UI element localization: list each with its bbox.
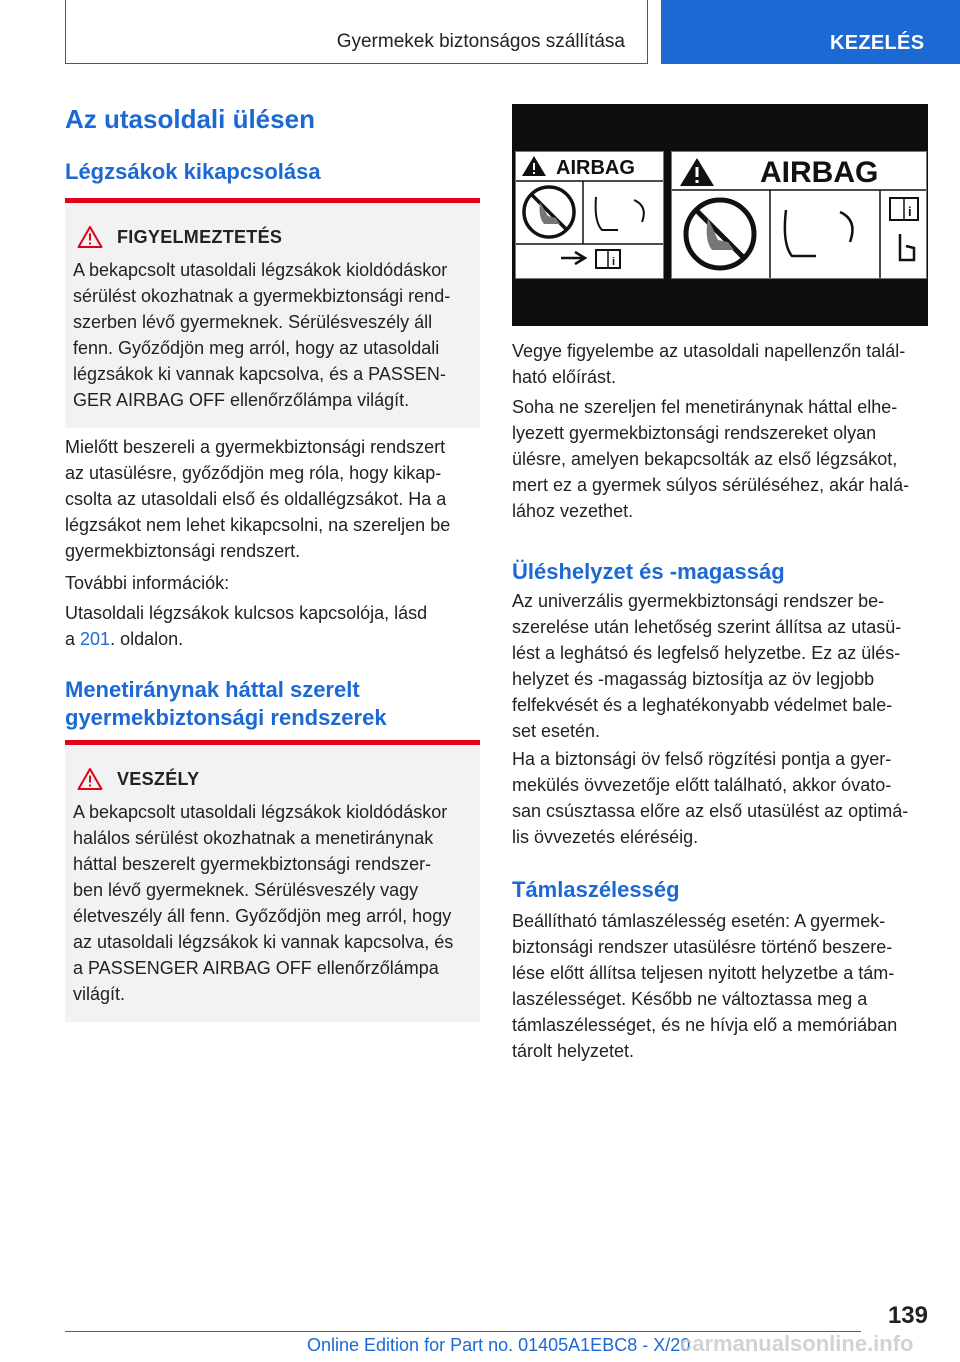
paragraph-never-install: Soha ne szereljen fel menetiránynak háttal elhe- lyezett gyermekbiztonsági rendszereket olyan ülésre, amelyen bekapcsolták az első légzsákot, mert ez a gyermek súlyos sérüléséhez, akár halá- lához vezethet. bbox=[512, 397, 910, 521]
airbag-deploy-icon bbox=[634, 200, 644, 222]
danger-box bbox=[65, 740, 480, 1022]
page-header bbox=[0, 0, 960, 66]
danger-header bbox=[77, 767, 199, 791]
section-title: Gyermekek biztonságos szállítása bbox=[336, 31, 625, 52]
warning-text: A bekapcsolt utasoldali légzsákok kioldódáskor sérülést okozhatnak a gyermekbiztonsági rend- szerben lévő gyermeknek. Sérülésveszély áll fenn. Győződjön meg arról, hogy az utasoldali légzsákok ki vannak kapcsolva, és a PASSEN- GER AIRBAG OFF ellenőrzőlámpa világít. bbox=[73, 260, 451, 410]
heading-backrest-width: Támlaszélesség bbox=[512, 877, 680, 902]
danger-text: A bekapcsolt utasoldali légzsákok kioldódáskor halálos sérülést okozhatnak a menetiránynak háttal beszerelt gyermekbiztonsági rendszer- ben lévő gyermeknek. Sérülésveszély vagy életveszély áll fenn. Győződjön meg arról, hogy az utasoldali légzsákok ki vannak kapcsolva, és a PASSENGER AIRBAG OFF ellenőrzőlámpa világít. bbox=[73, 802, 454, 1004]
page-number: 139 bbox=[887, 1302, 928, 1329]
edition-text: Online Edition for Part no. 01405A1EBC8 - X/20 bbox=[307, 1335, 691, 1355]
airbag-label-photo bbox=[512, 104, 928, 326]
image-caption: Vegye figyelembe az utasoldali napellenzőn talál- ható előírást. bbox=[512, 341, 906, 387]
page-link-201[interactable]: 201 bbox=[80, 629, 111, 649]
paragraph-backrest-width: Beállítható támlaszélesség esetén: A gyermek- biztonsági rendszer utasülésre történő beszere- lése előtt állítsa teljesen nyitott helyzetbe a tám- laszélességet. Később ne változtassa meg a támlaszélességet, és ne hívja elő a memóriában tárolt helyzetet. bbox=[512, 911, 898, 1061]
warning-label: FIGYELMEZTETÉS bbox=[117, 226, 283, 247]
airbag-text-small: AIRBAG bbox=[556, 157, 635, 179]
hand-pointer-icon bbox=[561, 252, 585, 264]
airbag-warning-label-small bbox=[515, 151, 664, 279]
chapter-tab bbox=[661, 0, 960, 64]
airbag-label-large-graphic bbox=[672, 152, 926, 278]
danger-label: VESZÉLY bbox=[117, 768, 200, 789]
svg-text:i: i bbox=[612, 256, 616, 268]
chapter-tab-label: KEZELÉS bbox=[830, 32, 925, 54]
page-title: Az utasoldali ülésen bbox=[65, 104, 315, 134]
seat-icon bbox=[785, 210, 816, 256]
warning-triangle-icon bbox=[77, 225, 103, 249]
warning-triangle-icon bbox=[77, 767, 103, 791]
seat-icon bbox=[596, 197, 618, 230]
more-info-label: További információk: bbox=[65, 573, 230, 593]
heading-seat-position: Üléshelyzet és -magasság bbox=[512, 559, 785, 584]
watermark: carmanualsonline.info bbox=[680, 1331, 914, 1356]
airbag-deploy-icon bbox=[840, 212, 852, 242]
airbag-warning-label-large bbox=[671, 151, 927, 279]
heading-rear-facing-seats: Menetiránynak háttal szerelt gyermekbiztonsági rendszerek bbox=[65, 677, 387, 730]
section-title-box bbox=[65, 0, 648, 64]
paragraph-belt-anchor: Ha a biztonsági öv felső rögzítési pontja a gyer- mekülés övvezetője előtt található, akkor óvato- san csúsztassa előre az első utasülést az optimá- lis övvezetés eléréséig. bbox=[512, 749, 909, 847]
paragraph-seat-position: Az univerzális gyermekbiztonsági rendszer be- szerelése után lehetőség szerint állítsa az utasü- lést a leghátsó és legfelső helyzetbe. Ez az ülés- helyzet és -magasság biztosítja az öv legjobb felfekvését és a leghatékonyabb védelmet bale- set esetén. bbox=[512, 591, 902, 741]
warning-header bbox=[77, 225, 282, 249]
svg-text:i: i bbox=[908, 204, 912, 219]
hand-pointer-icon bbox=[900, 234, 914, 260]
warning-box bbox=[65, 198, 480, 428]
airbag-text-large: AIRBAG bbox=[760, 156, 879, 189]
airbag-label-small-graphic bbox=[516, 152, 663, 278]
subtitle-airbag-deactivation: Légzsákok kikapcsolása bbox=[65, 159, 321, 184]
paragraph-before-install: Mielőtt beszereli a gyermekbiztonsági rendszert az utasülésre, győződjön meg róla, hogy kikap- csolta az utasoldali első és oldallégzsákot. Ha a légzsákot nem lehet kikapcsolni, na szereljen be gyermekbiztonsági rendszert. bbox=[65, 437, 451, 561]
cross-reference: Utasoldali légzsákok kulcsos kapcsolója, lásd a 201. oldalon. bbox=[65, 603, 428, 649]
